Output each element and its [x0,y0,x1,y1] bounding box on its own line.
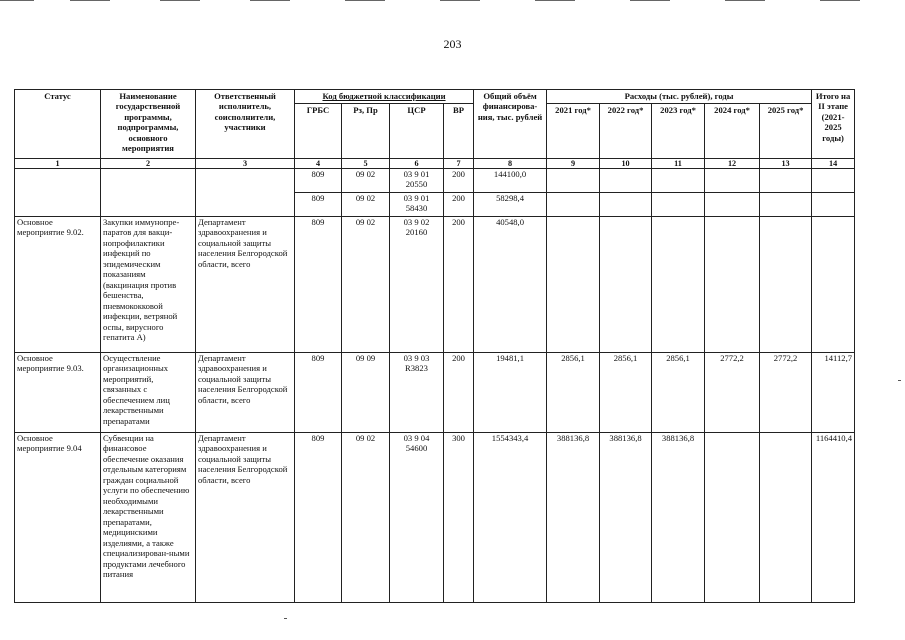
cell-2024 [705,193,760,217]
cell-total: 1554343,4 [474,433,547,603]
cell-2025 [760,433,812,603]
column-number: 5 [342,159,390,169]
column-number: 9 [547,159,600,169]
cell-responsible: Департамент здравоохранения и социальной защиты населения Белгородской области, всего [196,433,295,603]
cell-rzpr: 09 02 [342,217,390,353]
column-number: 2 [101,159,196,169]
header-name: Наименование государственной программы, подпрограммы, основного мероприятия [101,90,196,159]
cell-2021 [547,217,600,353]
cell-name [101,169,196,217]
header-rzpr: Рз, Пр [342,104,390,159]
cell-rzpr: 09 02 [342,433,390,603]
cell-2023 [652,193,705,217]
cell-stage-total: 14112,7 [812,353,855,433]
column-number: 4 [295,159,342,169]
cell-vr: 200 [444,353,474,433]
header-csr: ЦСР [390,104,444,159]
cell-2021: 2856,1 [547,353,600,433]
header-2023: 2023 год* [652,104,705,159]
column-number: 7 [444,159,474,169]
column-number-row [15,159,855,169]
cell-grbs: 809 [295,433,342,603]
cell-name: Субвенции на финансовое обеспечение оказания отдельным категориям граждан социальной услуги по обеспечению необходимыми лекарственными препаратами, медицинскими изделиями, а также специализирован-ными продуктами лечебного питания [101,433,196,603]
table-row [15,217,855,353]
cell-csr: 03 9 01 58430 [390,193,444,217]
header-vr: ВР [444,104,474,159]
cell-vr: 300 [444,433,474,603]
cell-2022: 388136,8 [600,433,652,603]
cell-csr: 03 9 02 20160 [390,217,444,353]
column-number: 11 [652,159,705,169]
column-number: 1 [15,159,101,169]
cell-csr: 03 9 04 54600 [390,433,444,603]
cell-stage-total [812,217,855,353]
header-status: Статус [15,90,101,159]
table-row [15,433,855,603]
cell-2022: 2856,1 [600,353,652,433]
cell-2023: 2856,1 [652,353,705,433]
column-number: 8 [474,159,547,169]
cell-2024: 2772,2 [705,353,760,433]
page-number: 203 [443,37,462,51]
cell-2024 [705,169,760,193]
header-expenses-group: Расходы (тыс. рублей), годы [547,90,812,104]
cell-status: Основное мероприятие 9.02. [15,217,101,353]
cell-vr: 200 [444,169,474,193]
column-number: 13 [760,159,812,169]
cell-2024 [705,433,760,603]
cell-vr: 200 [444,193,474,217]
cell-grbs: 809 [295,169,342,193]
cell-responsible [196,169,295,217]
budget-table [14,89,855,603]
header-2024: 2024 год* [705,104,760,159]
cell-stage-total [812,193,855,217]
column-number: 6 [390,159,444,169]
cell-grbs: 809 [295,353,342,433]
top-border [0,0,905,3]
cell-responsible: Департамент здравоохранения и социальной защиты населения Белгородской области, всего [196,353,295,433]
cell-total: 58298,4 [474,193,547,217]
cell-2025: 2772,2 [760,353,812,433]
cell-2022 [600,193,652,217]
cell-grbs: 809 [295,217,342,353]
cell-name: Закупки иммунопре-паратов для вакци-нопрофилактики инфекций по эпидемическим показаниям (вакцинация против бешенства, пневмококковой инфекции, ветряной оспы, вирусного гепатита А) [101,217,196,353]
cell-2022 [600,217,652,353]
cell-2023 [652,217,705,353]
cell-responsible: Департамент здравоохранения и социальной защиты населения Белгородской области, всего [196,217,295,353]
cell-grbs: 809 [295,193,342,217]
table-row [15,353,855,433]
scan-mark [898,380,901,381]
cell-csr: 03 9 01 20550 [390,169,444,193]
column-number: 12 [705,159,760,169]
cell-2023: 388136,8 [652,433,705,603]
cell-2021 [547,169,600,193]
cell-2025 [760,169,812,193]
cell-vr: 200 [444,217,474,353]
header-2025: 2025 год* [760,104,812,159]
header-grbs: ГРБС [295,104,342,159]
cell-2024 [705,217,760,353]
cell-status: Основное мероприятие 9.03. [15,353,101,433]
header-responsible: Ответственный исполнитель, соисполнители, участники [196,90,295,159]
cell-rzpr: 09 02 [342,169,390,193]
cell-2025 [760,217,812,353]
header-total-volume: Общий объём финансирова-ния, тыс. рублей [474,90,547,159]
cell-name: Осуществление организационных мероприятий, связанных с обеспечением лиц лекарственными препаратами [101,353,196,433]
cell-stage-total: 1164410,4 [812,433,855,603]
column-number: 3 [196,159,295,169]
column-number: 14 [812,159,855,169]
cell-status [15,169,101,217]
cell-total: 19481,1 [474,353,547,433]
cell-2023 [652,169,705,193]
cell-2021: 388136,8 [547,433,600,603]
scan-mark [284,618,287,619]
cell-rzpr: 09 02 [342,193,390,217]
cell-2022 [600,169,652,193]
header-2022: 2022 год* [600,104,652,159]
cell-total: 40548,0 [474,217,547,353]
cell-stage-total [812,169,855,193]
cell-rzpr: 09 09 [342,353,390,433]
cell-csr: 03 9 03 R3823 [390,353,444,433]
table-row [15,169,855,193]
cell-total: 144100,0 [474,169,547,193]
cell-status: Основное мероприятие 9.04 [15,433,101,603]
header-2021: 2021 год* [547,104,600,159]
cell-2021 [547,193,600,217]
cell-2025 [760,193,812,217]
header-code-group: Код бюджетной классификации [295,90,474,104]
header-total-stage: Итого на II этапе (2021-2025 годы) [812,90,855,159]
column-number: 10 [600,159,652,169]
